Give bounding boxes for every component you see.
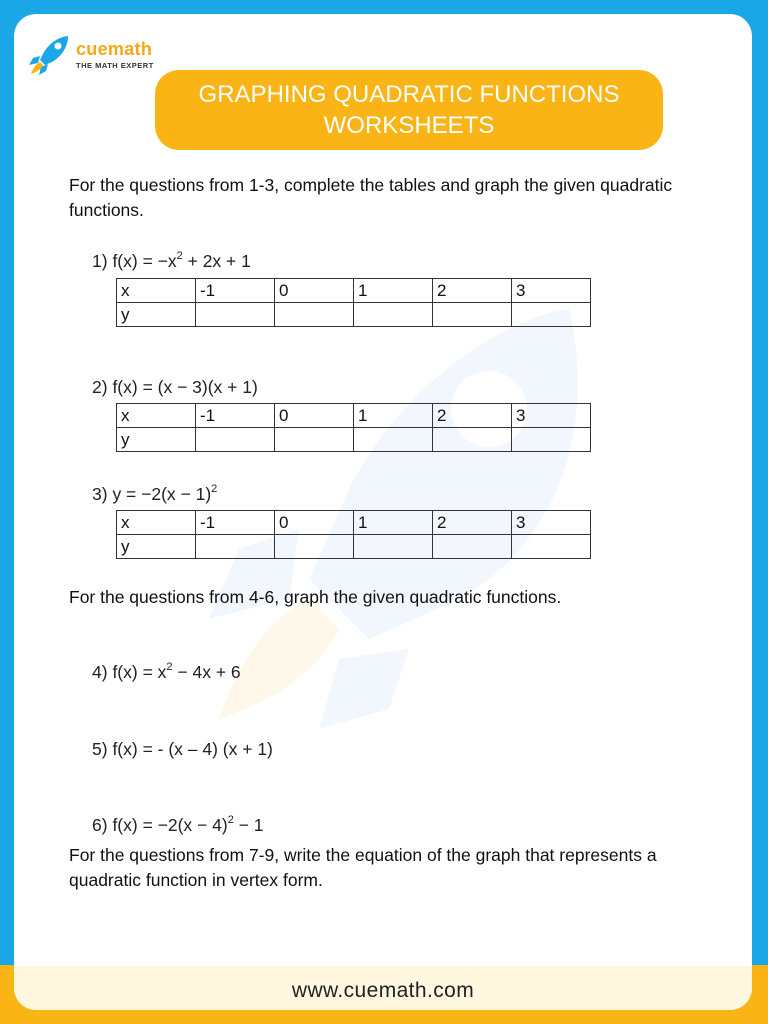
question-6 (92, 814, 264, 836)
value-table-1 (116, 278, 591, 327)
question-number: 2) (92, 377, 108, 397)
question-3 (92, 483, 217, 505)
value-table-2 (116, 403, 591, 452)
table-cell: 1 (354, 404, 433, 428)
exponent: 2 (166, 661, 173, 673)
footer-website-link[interactable]: www.cuemath.com (291, 979, 475, 1002)
equation-part: f(x) = −x (112, 251, 177, 271)
question-2 (92, 377, 258, 398)
table-cell: 3 (512, 511, 591, 535)
equation-part: − 1 (233, 815, 264, 835)
brand-name: cuemath (76, 39, 153, 60)
table-blank-cell[interactable] (433, 535, 512, 559)
table-row-x (117, 511, 591, 535)
exponent: 2 (176, 250, 183, 262)
table-blank-cell[interactable] (512, 428, 591, 452)
equation-part: f(x) = x (112, 662, 167, 682)
section-1-instructions: For the questions from 1-3, complete the tables and graph the given quadratic functions. (69, 175, 673, 220)
table-cell: 2 (433, 279, 512, 303)
table-cell: 0 (275, 279, 354, 303)
table-blank-cell[interactable] (196, 428, 275, 452)
exponent: 2 (211, 483, 218, 495)
table-cell: -1 (196, 279, 275, 303)
question-5 (92, 739, 273, 760)
table-cell: -1 (196, 511, 275, 535)
table-cell: 3 (512, 279, 591, 303)
table-cell: -1 (196, 404, 275, 428)
table-cell: x (117, 511, 196, 535)
question-number: 5) (92, 739, 108, 759)
table-blank-cell[interactable] (354, 428, 433, 452)
table-blank-cell[interactable] (275, 303, 354, 327)
table-blank-cell[interactable] (512, 303, 591, 327)
question-1 (92, 250, 251, 272)
table-cell: 2 (433, 404, 512, 428)
table-cell: 2 (433, 511, 512, 535)
equation-part: + 2x + 1 (182, 251, 251, 271)
table-cell: 0 (275, 511, 354, 535)
equation-part: f(x) = −2(x − 4) (112, 815, 228, 835)
question-number: 4) (92, 662, 108, 682)
equation-part: − 4x + 6 (172, 662, 241, 682)
table-row-x (117, 279, 591, 303)
table-blank-cell[interactable] (433, 428, 512, 452)
worksheet-page (14, 14, 752, 1010)
brand-text (76, 40, 154, 70)
table-blank-cell[interactable] (275, 428, 354, 452)
table-cell: y (117, 535, 196, 559)
table-blank-cell[interactable] (196, 303, 275, 327)
rocket-logo-icon (26, 32, 72, 78)
table-cell: x (117, 404, 196, 428)
title-line-1: GRAPHING QUADRATIC FUNCTIONS (198, 81, 620, 108)
section-2-instructions: For the questions from 4-6, graph the given quadratic functions. (69, 587, 562, 607)
table-row-y (117, 535, 591, 559)
worksheet-title (155, 70, 663, 150)
table-blank-cell[interactable] (433, 303, 512, 327)
question-4 (92, 661, 241, 683)
table-blank-cell[interactable] (275, 535, 354, 559)
question-number: 6) (92, 815, 108, 835)
table-cell: 3 (512, 404, 591, 428)
table-row-y (117, 303, 591, 327)
table-cell: 1 (354, 279, 433, 303)
table-blank-cell[interactable] (354, 535, 433, 559)
section-3-instructions: For the questions from 7-9, write the equation of the graph that represents a quadratic function in vertex form. (69, 845, 657, 890)
table-cell: y (117, 428, 196, 452)
table-cell: 1 (354, 511, 433, 535)
equation-part: f(x) = - (x – 4) (x + 1) (112, 739, 273, 759)
table-blank-cell[interactable] (512, 535, 591, 559)
title-line-2: WORKSHEETS (323, 112, 495, 139)
table-cell: x (117, 279, 196, 303)
table-row-x (117, 404, 591, 428)
table-blank-cell[interactable] (196, 535, 275, 559)
equation-part: f(x) = (x − 3)(x + 1) (112, 377, 258, 397)
brand-logo[interactable] (26, 32, 154, 78)
question-number: 3) (92, 484, 108, 504)
table-cell: 0 (275, 404, 354, 428)
value-table-3 (116, 510, 591, 559)
exponent: 2 (227, 814, 234, 826)
question-number: 1) (92, 251, 108, 271)
brand-tagline: THE MATH EXPERT (76, 61, 154, 71)
table-blank-cell[interactable] (354, 303, 433, 327)
table-row-y (117, 428, 591, 452)
equation-part: y = −2(x − 1) (112, 484, 212, 504)
table-cell: y (117, 303, 196, 327)
